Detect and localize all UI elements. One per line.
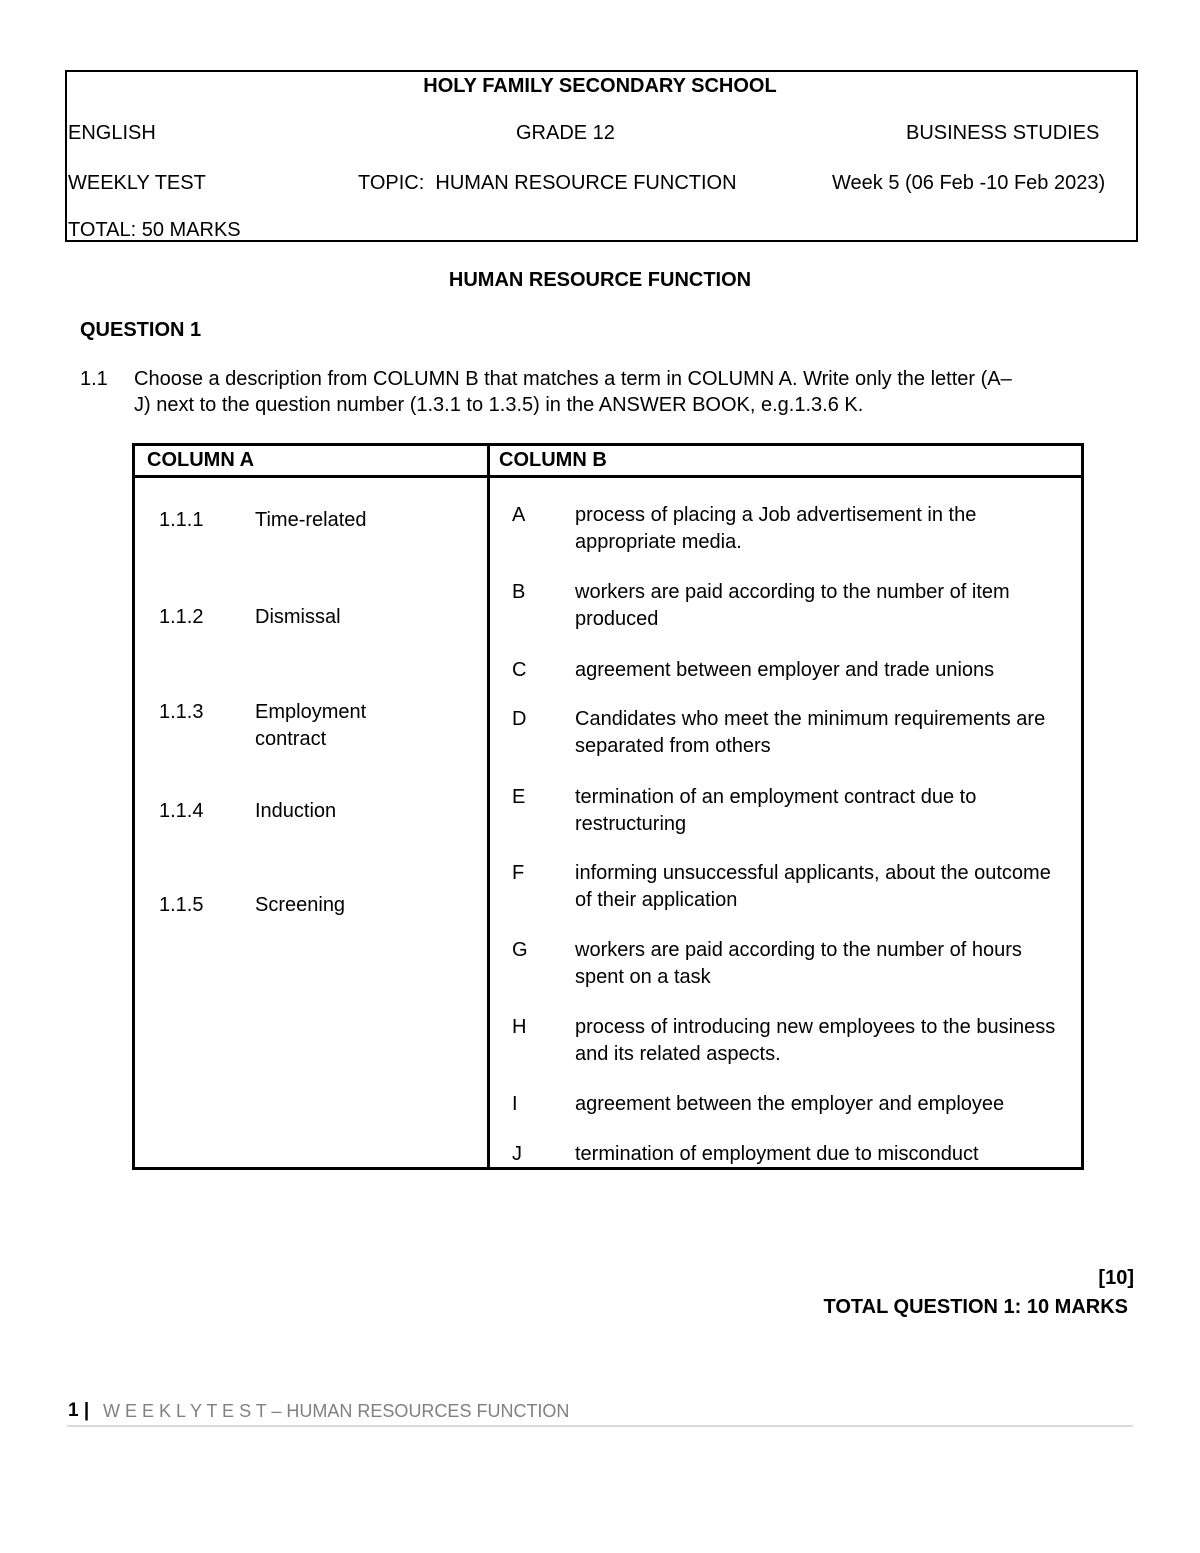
column-b-description: process of introducing new employees to the business and its related aspects. [575,1016,1056,1065]
footer-divider [67,1425,1133,1427]
column-b-letter: C [512,659,527,681]
column-b-description: agreement between the employer and employee [575,1093,1005,1115]
column-b-letter: F [512,862,525,884]
column-a-header: COLUMN A [147,449,255,471]
week-label: Week 5 (06 Feb -10 Feb 2023) [832,172,1106,194]
grade-label: GRADE 12 [516,122,615,144]
language-label: ENGLISH [68,122,156,144]
table-column-divider [487,446,490,1167]
matching-table [132,443,1084,1170]
column-b-description: termination of an employment contract due to restructuring [575,786,977,835]
column-b-letter: H [512,1016,527,1038]
question-number: 1.1 [80,368,108,390]
footer-text: W E E K L Y T E S T – HUMAN RESOURCES FUNCTION [103,1401,570,1421]
instruction-line-1: Choose a description from COLUMN B that matches a term in COLUMN A. Write only the letter (A– [134,368,1012,390]
column-b-description: workers are paid according to the number of item produced [575,581,1010,630]
page-number: 1 | [68,1400,90,1421]
column-b-description: workers are paid according to the number of hours spent on a task [575,939,1022,988]
school-name: HOLY FAMILY SECONDARY SCHOOL [423,75,777,97]
column-b-letter: A [512,504,526,526]
column-b-letter: D [512,708,527,730]
total-question-marks: TOTAL QUESTION 1: 10 MARKS [823,1296,1128,1318]
column-a-term: Screening [255,894,346,916]
column-a-number: 1.1.4 [159,800,204,822]
question-title: QUESTION 1 [80,319,202,341]
topic-label: TOPIC: HUMAN RESOURCE FUNCTION [358,172,737,194]
column-b-description: termination of employment due to misconduct [575,1143,979,1165]
column-b-letter: J [512,1143,522,1165]
column-b-description: Candidates who meet the minimum requirements are separated from others [575,708,1046,757]
column-a-term: Dismissal [255,606,341,628]
column-b-description: informing unsuccessful applicants, about the outcome of their application [575,862,1051,911]
column-b-letter: B [512,581,526,603]
column-a-number: 1.1.2 [159,606,204,628]
section-title: HUMAN RESOURCE FUNCTION [448,269,752,291]
column-a-term: Induction [255,800,337,822]
test-type-label: WEEKLY TEST [68,172,206,194]
column-b-description: agreement between employer and trade unions [575,659,995,681]
column-b-letter: G [512,939,528,961]
column-a-number: 1.1.5 [159,894,204,916]
total-marks-label: TOTAL: 50 MARKS [68,219,241,241]
column-a-number: 1.1.1 [159,509,204,531]
column-b-letter: E [512,786,526,808]
subject-label: BUSINESS STUDIES [906,122,1100,144]
column-a-number: 1.1.3 [159,701,204,723]
column-a-term: Employment contract [255,701,367,750]
instruction-line-2: J) next to the question number (1.3.1 to 1.3.5) in the ANSWER BOOK, e.g.1.3.6 K. [134,394,864,416]
column-b-description: process of placing a Job advertisement in the appropriate media. [575,504,977,553]
column-a-term: Time-related [255,509,367,531]
question-marks: [10] [1098,1267,1134,1289]
column-b-letter: I [512,1093,518,1115]
table-header-divider [135,475,1081,478]
column-b-header: COLUMN B [499,449,607,471]
